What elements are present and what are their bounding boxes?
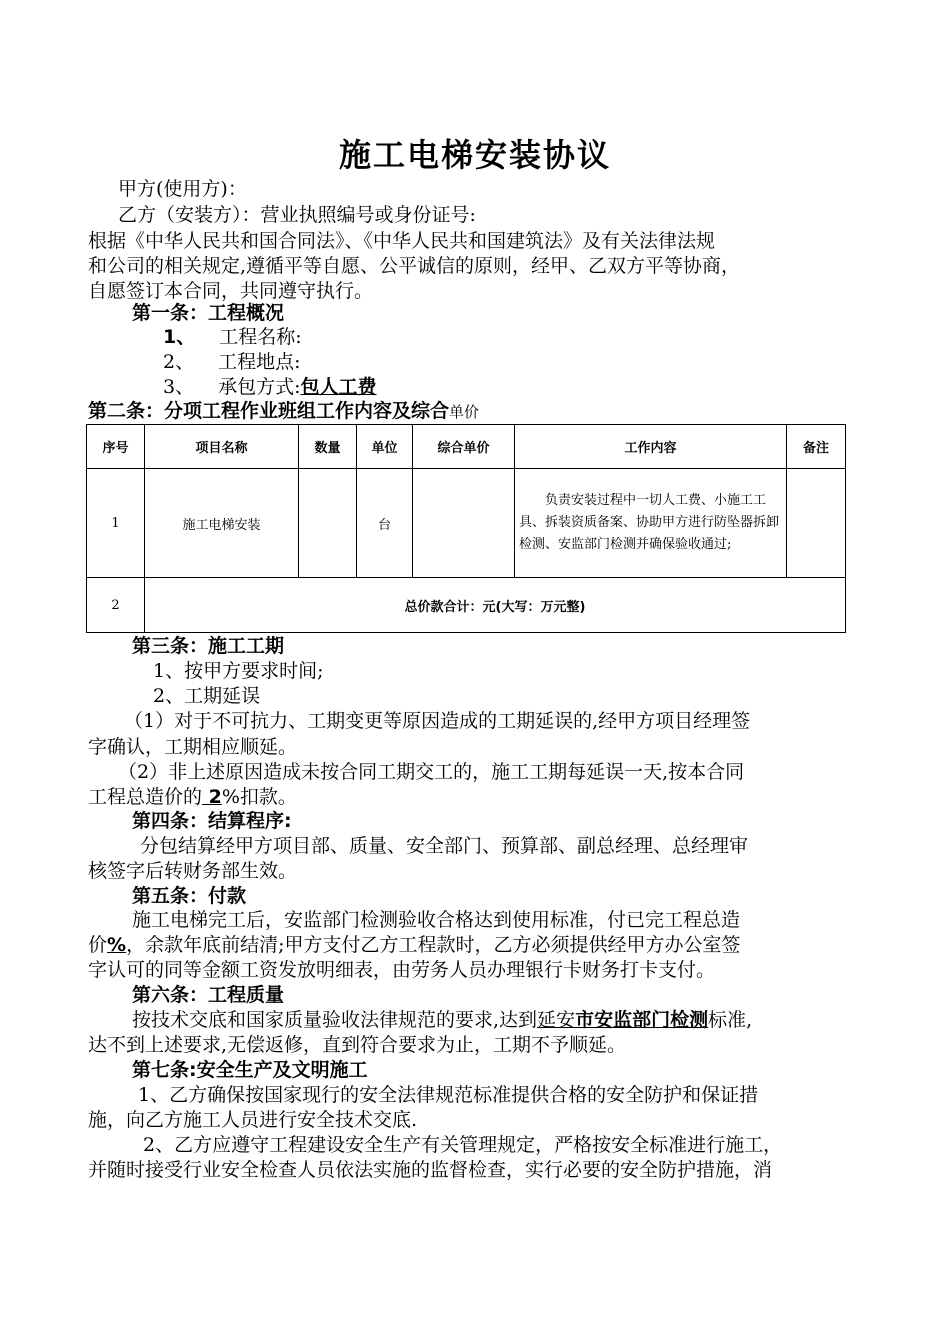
article-4-title: 第四条：结算程序: [132,810,292,832]
item-text: 承包方式: [218,376,301,398]
article-5-line-1: 施工电梯完工后，安监部门检测验收合格达到使用标准，付已完工程总造 [132,909,741,931]
header-work: 工作内容 [515,425,787,469]
article-7-line-4: 并随时接受行业安全检查人员依法实施的监督检查，实行必要的安全防护措施，消 [88,1159,773,1181]
article-2-title-text: 第二条：分项工程作业班组工作内容及综合 [88,400,450,422]
article-5-title: 第五条：付款 [132,885,247,907]
article-7-title: 第七条:安全生产及文明施工 [132,1059,368,1081]
party-a-line: 甲方(使用方)： [118,178,247,200]
article-3-line-1: 1、按甲方要求时间; [153,660,324,682]
item-number: 1、 [163,326,196,348]
article-1-item-3 [163,375,377,399]
line-text: 按技术交底和国家质量验收法律规范的要求,达到 [132,1009,538,1031]
line-text: 价 [88,934,108,956]
item-number: 3、 [163,376,195,398]
header-unit: 单位 [357,425,413,469]
intro-line-2: 和公司的相关规定,遵循平等自愿、公平诚信的原则，经甲、乙双方平等协商， [88,255,741,277]
article-7-line-3: 2、乙方应遵守工程建设安全生产有关管理规定，严格按安全标准进行施工， [143,1134,783,1156]
article-1-title: 第一条：工程概况 [132,302,285,324]
article-4-line-2: 核签字后转财务部生效。 [88,860,298,882]
line-text: %扣款。 [221,786,297,808]
cell-qty [299,469,357,578]
header-no: 序号 [87,425,145,469]
cell-price [413,469,515,578]
article-6-line-1 [132,1008,752,1032]
line-text: 工程总造价的 [88,786,203,808]
work-items-table [86,424,846,633]
intro-line-3: 自愿签订本合同，共同遵守执行。 [88,280,374,302]
cell-no: 1 [87,469,145,578]
article-3-line-6 [88,785,297,809]
cell-no: 2 [87,578,145,633]
article-5-line-2 [88,933,740,957]
table-header-row [87,425,846,469]
payment-percent: % [107,934,127,956]
article-5-line-3: 字认可的同等金额工资发放明细表，由劳务人员办理银行卡财务打卡支付。 [88,959,716,981]
header-note: 备注 [787,425,846,469]
article-6-line-2: 达不到上述要求,无偿返修，直到符合要求为止，工期不予顺延。 [88,1034,627,1056]
article-1-item-1 [163,325,302,349]
article-3-line-5: （2）非上述原因造成未按合同工期交工的，施工工期每延误一天,按本合同 [118,761,745,783]
cell-unit: 台 [357,469,413,578]
cell-name: 施工电梯安装 [145,469,299,578]
item-text: 工程名称: [219,326,302,348]
header-name: 项目名称 [145,425,299,469]
inspection-department: 市安监部门检测 [575,1009,709,1031]
article-3-title: 第三条：施工工期 [132,635,285,657]
header-qty: 数量 [299,425,357,469]
article-1-item-2 [163,350,301,374]
penalty-rate-value: 2 [208,786,222,808]
item-number: 2、 [163,351,195,373]
article-3-line-2: 2、工期延误 [153,685,261,707]
cell-total: 总价款合计：元(大写：万元整) [145,578,846,633]
party-b-line: 乙方（安装方）：营业执照编号或身份证号: [118,204,476,226]
table-row [87,469,846,578]
penalty-rate [202,786,222,808]
header-price: 综合单价 [413,425,515,469]
table-total-row [87,578,846,633]
item-text: 工程地点: [218,351,301,373]
article-3-line-3: （1）对于不可抗力、工期变更等原因造成的工期延误的,经甲方项目经理签 [124,710,751,732]
line-text: 标准, [708,1009,753,1031]
line-text: ，余款年底前结清;甲方支付乙方工程款时，乙方必须提供经甲方办公室签 [126,934,741,956]
article-7-line-1: 1、乙方确保按国家现行的安全法律规范标准提供合格的安全防护和保证措 [138,1084,759,1106]
article-2-title [88,399,479,424]
contract-mode-value: 包人工费 [300,376,377,398]
cell-note [787,469,846,578]
intro-line-1: 根据《中华人民共和国合同法》、《中华人民共和国建筑法》及有关法律法规 [88,230,716,252]
article-4-line-1: 分包结算经甲方项目部、质量、安全部门、预算部、副总经理、总经理审 [140,835,749,857]
cell-work: 负责安装过程中一切人工费、小施工工具、拆装资质备案、协助甲方进行防坠器拆卸检测、安监部门检测并确保验收通过; [515,469,787,578]
article-7-line-2: 施，向乙方施工人员进行安全技术交底. [88,1109,418,1131]
article-2-title-suffix: 单价 [449,403,480,421]
article-3-line-4: 字确认，工期相应顺延。 [88,736,298,758]
article-6-title: 第六条：工程质量 [132,984,285,1006]
city-name: 延安 [537,1009,576,1031]
document-title: 施工电梯安装协议 [338,136,611,174]
